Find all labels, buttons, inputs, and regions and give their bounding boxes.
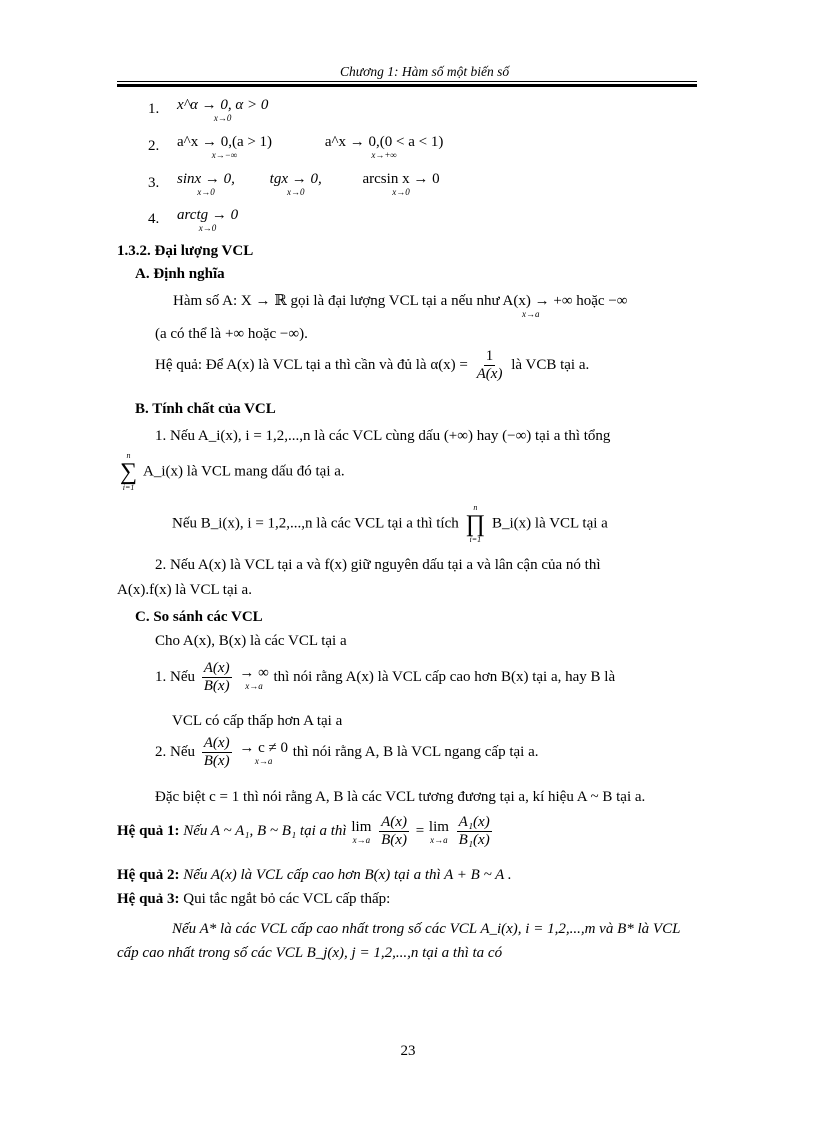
property-2-line1: 2. Nếu A(x) là VCL tại a và f(x) giữ nguyên dấu tại a và lân cận của nó thì: [155, 557, 601, 573]
comparison-2: 2. Nếu $\frac{A(x)}{B(x)}$ → c ≠ 0 x→a thì nói rằng A, B là VCL ngang cấp tại a.: [155, 735, 539, 770]
chapter-header: Chương 1: Hàm số một biến số: [340, 64, 510, 79]
list-item-2: 2. a^x → 0,(a > 1) x→−∞ a^x → 0,(0 < a < 1) x→+∞: [148, 134, 444, 160]
section-title: 1.3.2. Đại lượng VCL: [117, 243, 254, 259]
corollary-2: Hệ quả 2: Nếu A(x) là VCL cấp cao hơn B(x) tại a thì A + B ~ A .: [117, 867, 512, 883]
subsection-b-title: B. Tính chất của VCL: [135, 401, 276, 417]
subsection-a-title: A. Định nghĩa: [135, 266, 225, 282]
definition-line: Hàm số A: X → ℝ gọi là đại lượng VCL tại a nếu như A(x) → +∞ hoặc −∞ x→a: [173, 293, 628, 319]
list-item-3: 3. sinx → 0, x→0 tgx → 0, x→0 arcsin x → 0 x→0: [148, 171, 440, 197]
list-item-4: 4. arctg → 0 x→0: [148, 207, 239, 233]
header-rule-thick: [117, 84, 697, 87]
special-case: Đặc biệt c = 1 thì nói rằng A, B là các VCL tương đương tại a, kí hiệu A ~ B tại a.: [155, 789, 646, 805]
property-1-line1: 1. Nếu A_i(x), i = 1,2,...,n là các VCL cùng dấu (+∞) hay (−∞) tại a thì tổng: [155, 428, 611, 444]
subsection-c-title: C. So sánh các VCL: [135, 609, 263, 625]
comparison-intro: Cho A(x), B(x) là các VCL tại a: [155, 633, 347, 649]
property-1-line2: n ∑ i=1 A_i(x) là VCL mang dấu đó tại a.: [120, 451, 345, 492]
property-2-line2: A(x).f(x) là VCL tại a.: [117, 582, 252, 598]
corollary-3: Hệ quả 3: Qui tắc ngắt bỏ các VCL cấp thấp:: [117, 891, 391, 907]
page-number: 23: [400, 1043, 416, 1059]
comparison-1: 1. Nếu $\frac{A(x)}{B(x)}$ → ∞ x→a thì nói rằng A(x) là VCL cấp cao hơn B(x) tại a, hay B là: [155, 660, 616, 695]
comparison-1-line2: VCL có cấp thấp hơn A tại a: [172, 713, 343, 729]
corollary-3-line2: cấp cao nhất trong số các VCL B_j(x), j = 1,2,...,n tại a thì ta có: [117, 945, 503, 961]
header-rule-thin: [117, 81, 697, 82]
definition-note: (a có thể là +∞ hoặc −∞).: [155, 326, 308, 342]
corollary-3-line1: Nếu A* là các VCL cấp cao nhất trong số các VCL A_i(x), i = 1,2,...,m và B* là VCL: [172, 921, 681, 937]
list-item-1: 1. x^α → 0, α > 0 x→0: [148, 97, 269, 123]
corollary-line: Hệ quả: Để A(x) là VCL tại a thì cần và đủ là α(x) = $\frac{1}{A(x)}$ là VCB tại a.: [155, 348, 590, 383]
corollary-1: Hệ quả 1: Nếu A ~ A₁, B ~ B₁ tại a thì lim x→a $\frac{A(x)}{B(x)}$ = lim x→a $\frac{\text{A₁(x)}}{\text{B₁(x)}}$: [117, 814, 490, 849]
property-1-product: Nếu B_i(x), i = 1,2,...,n là các VCL tại a thì tích n ∏ i=1 B_i(x) là VCL tại a: [172, 503, 608, 544]
